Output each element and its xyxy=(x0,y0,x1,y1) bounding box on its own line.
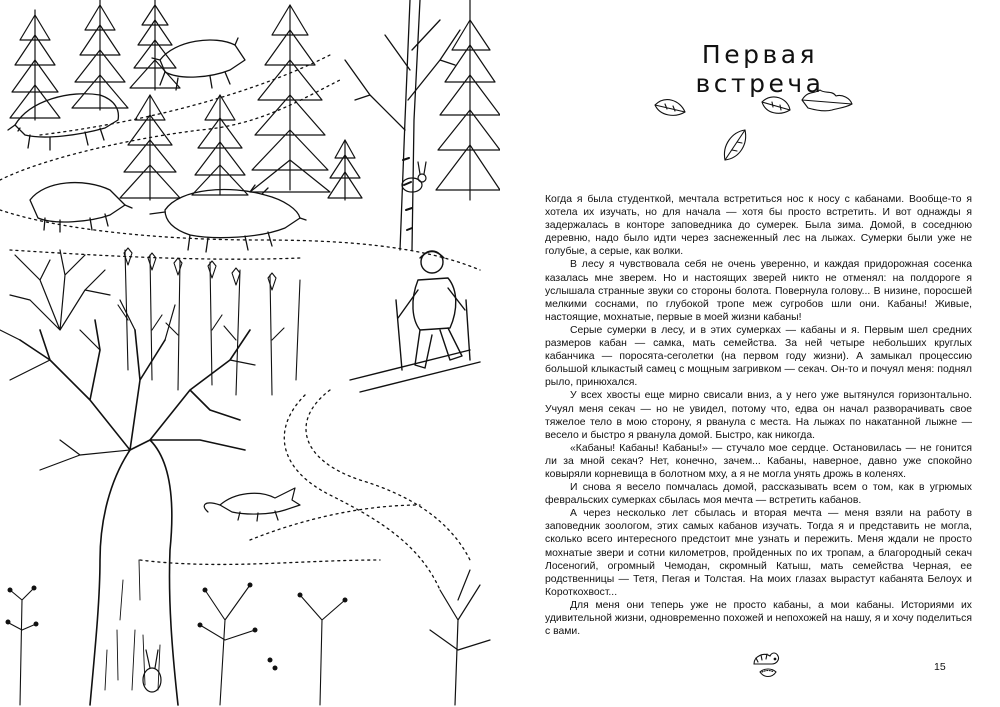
fox xyxy=(204,488,300,521)
pine-tree xyxy=(436,0,500,200)
paragraph: А через несколько лет сбылась и вторая мечта — меня взяли на работу в заповедник зоологом, этих самых кабанов изучать. Тогда я и представить не могла, сколько всего интересного предстоит мне узнать и пережить. Меня ждали не просто мохнатые звери и сотни километров, пройденных по их тропам, а благородный секач Лосеногий, огромный Чемодан, скромный Катыш, мать семейства Черная, ее родственницы — Тетя, Пегая и Толстая. На моих глазах вырастут кабанята Белоух и Короткохвост... xyxy=(545,508,972,598)
hare xyxy=(402,162,426,192)
oak-leaf-icon xyxy=(802,90,852,111)
paragraph: В лесу я чувствовала себя не очень уверенно, и каждая придорожная сосенка казалась мне зверем. Но и настоящих зверей никто не отменял: на полдороге я услышала странные звуки со стороны болота. Повернула голову... В низине, поросшей мелкими соснами, по глубокой тропе меж сугробов шли они. Кабаны! Живые, настоящие, мохнатые, первые в моей жизни кабаны! xyxy=(545,259,972,323)
paragraph: Когда я была студенткой, мечтала встретиться нос к носу с кабанами. Вообще-то я хотела их изучать, но для начала — хотя бы просто встретить. И вот однажды я задержалась в конторе заповедника до сумерек. Была зима. Домой, в соседнюю деревню, надо было идти через заснеженный лес на лыжах. Сумерки были уже не голубые, а серые, как волки. xyxy=(545,194,972,258)
paragraph: Для меня они теперь уже не просто кабаны, а мои кабаны. Историями их удивительной жизни, одновременно похожей и непохожей на нашу, я и хочу поделиться с вами. xyxy=(545,599,972,638)
falling-leaves-ornament xyxy=(640,80,870,175)
leaf-icon xyxy=(724,130,745,160)
chapter-body xyxy=(545,193,972,638)
page-number: 15 xyxy=(934,661,946,673)
wild-boar xyxy=(8,94,118,150)
paragraph: «Кабаны! Кабаны! Кабаны!» — стучало мое сердце. Остановилась — не гонится ли за мной секач? Нет, конечно, зачем... Кабаны, наверное, давно уже спокойно ковыряли корневища в болотном мху, а я не могла унять дрожь в коленях. xyxy=(545,442,972,480)
pine-tree xyxy=(250,5,330,192)
text-page xyxy=(500,0,1000,707)
wild-boar xyxy=(152,38,245,90)
leaf-icon xyxy=(655,100,685,116)
pine-tree xyxy=(328,140,362,200)
wild-boar xyxy=(30,183,132,232)
bare-shrub xyxy=(10,250,110,330)
hedgehog-acorn-icon xyxy=(750,648,786,682)
chapter-title: Первая встреча xyxy=(695,40,825,98)
paragraph: И снова я весело помчалась домой, рассказывать всем о том, как в угрюмых февральских сумерках сбылась моя мечта — встретить кабанов. xyxy=(545,482,972,507)
pine-tree xyxy=(192,95,248,195)
paragraph: Серые сумерки в лесу, и в этих сумерках — кабаны и я. Первым шел средних размеров кабан — самка, мать семейства. За ней четыре небольших круглых кабанчика — поросята-сеголетки (на первом году жизни). А замыкал процессию большой клыкастый самец с мощным загривком — секач. Он-то и почуял меня: поднял рыло, принюхался. xyxy=(545,324,972,389)
bare-tree xyxy=(430,570,490,705)
pine-tree xyxy=(10,10,60,120)
birch-tree xyxy=(345,0,460,250)
pine-tree-group xyxy=(10,0,500,200)
pine-tree xyxy=(130,0,180,90)
leaf-icon xyxy=(762,97,790,113)
paragraph: У всех хвосты еще мирно свисали вниз, а у него уже вытянулся горизонтально. Учуял меня секач — но не увидел, потому что, едва он начал разворачивать свое тяжелое тело в мою сторону, я рванула с места. На лыжах по накатанной лыжне — весело и быстро я рванула домой. Быстро, как никогда. xyxy=(545,390,972,441)
skier xyxy=(350,251,480,392)
